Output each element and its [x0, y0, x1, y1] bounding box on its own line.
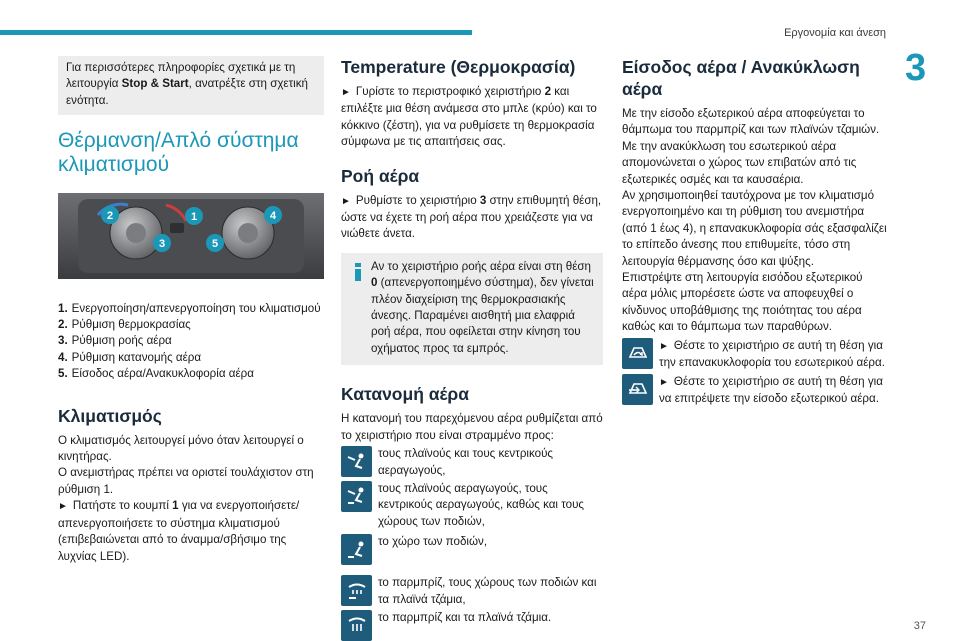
column-left	[58, 56, 324, 565]
face-feet-vents-icon	[341, 481, 372, 512]
info-text: Αν το χειριστήριο ροής αέρα είναι στη θέση 0 (απενεργοποιημένο σύστημα), δεν γίνεται πλέον διαχείριση της θερμοκρασιακής άνεσης. Παραμένει αισθητή μια ελαφριά ροή αέρα, που οφείλεται στην κίνηση του οχήματος προς τα εμπρός.	[371, 259, 594, 355]
air-intake-paragraph: Με την είσοδο εξωτερικού αέρα αποφεύγεται το θάμπωμα του παρμπρίζ και των πλαϊνών τζαμιών.	[622, 107, 880, 137]
air-intake-item: ► Θέστε το χειριστήριο σε αυτή τη θέση για να επιτρέψετε την είσοδο εξωτερικού αέρα.	[622, 374, 888, 408]
distribution-intro: Η κατανομή του παρεχόμενου αέρα ρυθμίζεται από το χειριστήριο που είναι στραμμένο προς:	[341, 412, 603, 442]
callout-label: 1	[190, 211, 198, 224]
distribution-heading: Κατανομή αέρα	[341, 384, 469, 405]
air-intake-item: ► Θέστε το χειριστήριο σε αυτή τη θέση για την επανακυκλοφορία του εσωτερικού αέρα.	[622, 338, 888, 372]
legend-item: 3. Ρύθμιση ροής αέρα	[58, 334, 172, 348]
callout-label: 2	[106, 210, 114, 223]
distribution-item: το παρμπρίζ, τους χώρους των ποδιών και τα πλαϊνά τζάμια,	[341, 575, 603, 608]
temperature-instruction: ► Γυρίστε το περιστροφικό χειριστήριο 2 και επιλέξτε μια θέση ανάμεσα στο μπλε (κρύο) και το κόκκινο (ζέστη), για να ρυθμίσετε τη θερμοκρασία σύμφωνα με τις απαιτήσεις σας.	[341, 84, 603, 151]
legend-item: 1. Ενεργοποίηση/απενεργοποίηση του κλιματισμού	[58, 301, 321, 315]
windscreen-demist-icon	[341, 610, 372, 641]
column-middle	[341, 56, 603, 641]
outside-air-intake-icon	[622, 374, 653, 405]
chapter-number: 3	[905, 47, 927, 89]
running-header: Εργονομία και άνεση	[784, 27, 886, 39]
note-text: Για περισσότερες πληροφορίες σχετικά με τη λειτουργία Stop & Start, ανατρέξτε στη σχετική ενότητα.	[66, 61, 309, 107]
air-recirculation-icon	[622, 338, 653, 369]
section-title: Θέρμανση/Απλό σύστημα κλιματισμού	[58, 129, 299, 177]
legend-item: 2. Ρύθμιση θερμοκρασίας	[58, 318, 191, 332]
ac-paragraph: Ο ανεμιστήρας πρέπει να οριστεί τουλάχιστον στη ρύθμιση 1.	[58, 466, 314, 496]
air-intake-heading: Είσοδος αέρα / Ανακύκλωση αέρα	[622, 57, 860, 99]
callout-label: 4	[269, 210, 277, 223]
legend-item: 4. Ρύθμιση κατανομής αέρα	[58, 350, 202, 364]
distribution-item: το παρμπρίζ και τα πλαϊνά τζάμια.	[341, 610, 603, 641]
ac-heading: Κλιματισμός	[58, 405, 162, 426]
air-intake-paragraph: Με την ανακύκλωση του εσωτερικού αέρα απομονώνεται ο χώρος των επιβατών από τις εξωτερικές οσμές και τα καυσαέρια.	[622, 139, 857, 186]
ac-instruction: ► Πατήστε το κουμπί 1 για να ενεργοποιήσετε/ απενεργοποιήσετε το σύστημα κλιματισμού (επιβεβαιώνεται από το άναμμα/σβήσιμο της λυχνίας LED).	[58, 498, 324, 565]
air-intake-paragraph: Αν χρησιμοποιηθεί ταυτόχρονα με τον κλιματισμό ενεργοποιημένο και τη ρύθμιση του ανεμιστήρα (από 1 έως 4), η επανακυκλοφορία σάς εξασφαλίζει το επίπεδο άνεσης που επιθυμείτε, τόσο στη λειτουργία θέρμανσης όσο και ψύξης.	[622, 189, 887, 268]
feet-vents-icon	[341, 534, 372, 565]
ac-paragraph: Ο κλιματισμός λειτουργεί μόνο όταν λειτουργεί ο κινητήρας.	[58, 433, 304, 464]
airflow-heading: Ροή αέρα	[341, 165, 420, 186]
column-right	[622, 56, 888, 407]
distribution-item: τους πλαϊνούς αεραγωγούς, τους κεντρικούς αεραγωγούς, καθώς και τους χώρους των ποδιών,	[341, 481, 603, 530]
windscreen-feet-icon	[341, 575, 372, 606]
face-vents-icon	[341, 446, 372, 477]
distribution-item: τους πλαϊνούς και τους κεντρικούς αεραγωγούς,	[341, 446, 603, 479]
callout-label: 5	[211, 238, 219, 251]
airflow-instruction: ► Ρυθμίστε το χειριστήριο 3 στην επιθυμητή θέση, ώστε να έχετε τη ροή αέρα που χρειάζεστε για να νιώθετε άνετα.	[341, 193, 603, 243]
climate-control-panel-image	[58, 193, 324, 279]
header-accent-bar	[0, 30, 472, 35]
note-box	[58, 56, 324, 115]
legend-item: 5. Είσοδος αέρα/Ανακυκλοφορία αέρα	[58, 367, 254, 381]
control-legend	[58, 301, 324, 383]
info-icon	[351, 263, 365, 281]
temperature-heading: Temperature (Θερμοκρασία)	[341, 57, 576, 77]
distribution-item: το χώρο των ποδιών,	[341, 534, 603, 565]
callout-label: 3	[158, 238, 166, 251]
air-intake-paragraph: Επιστρέψτε στη λειτουργία εισόδου εξωτερικού αέρα μόλις μπορέσετε ώστε να αποφευχθεί ο κίνδυνος υποβάθμισης της ποιότητας του αέρα καθώς και το θάμπωμα των παραθύρων.	[622, 271, 863, 334]
page-number: 37	[913, 619, 926, 632]
info-box	[341, 253, 603, 365]
